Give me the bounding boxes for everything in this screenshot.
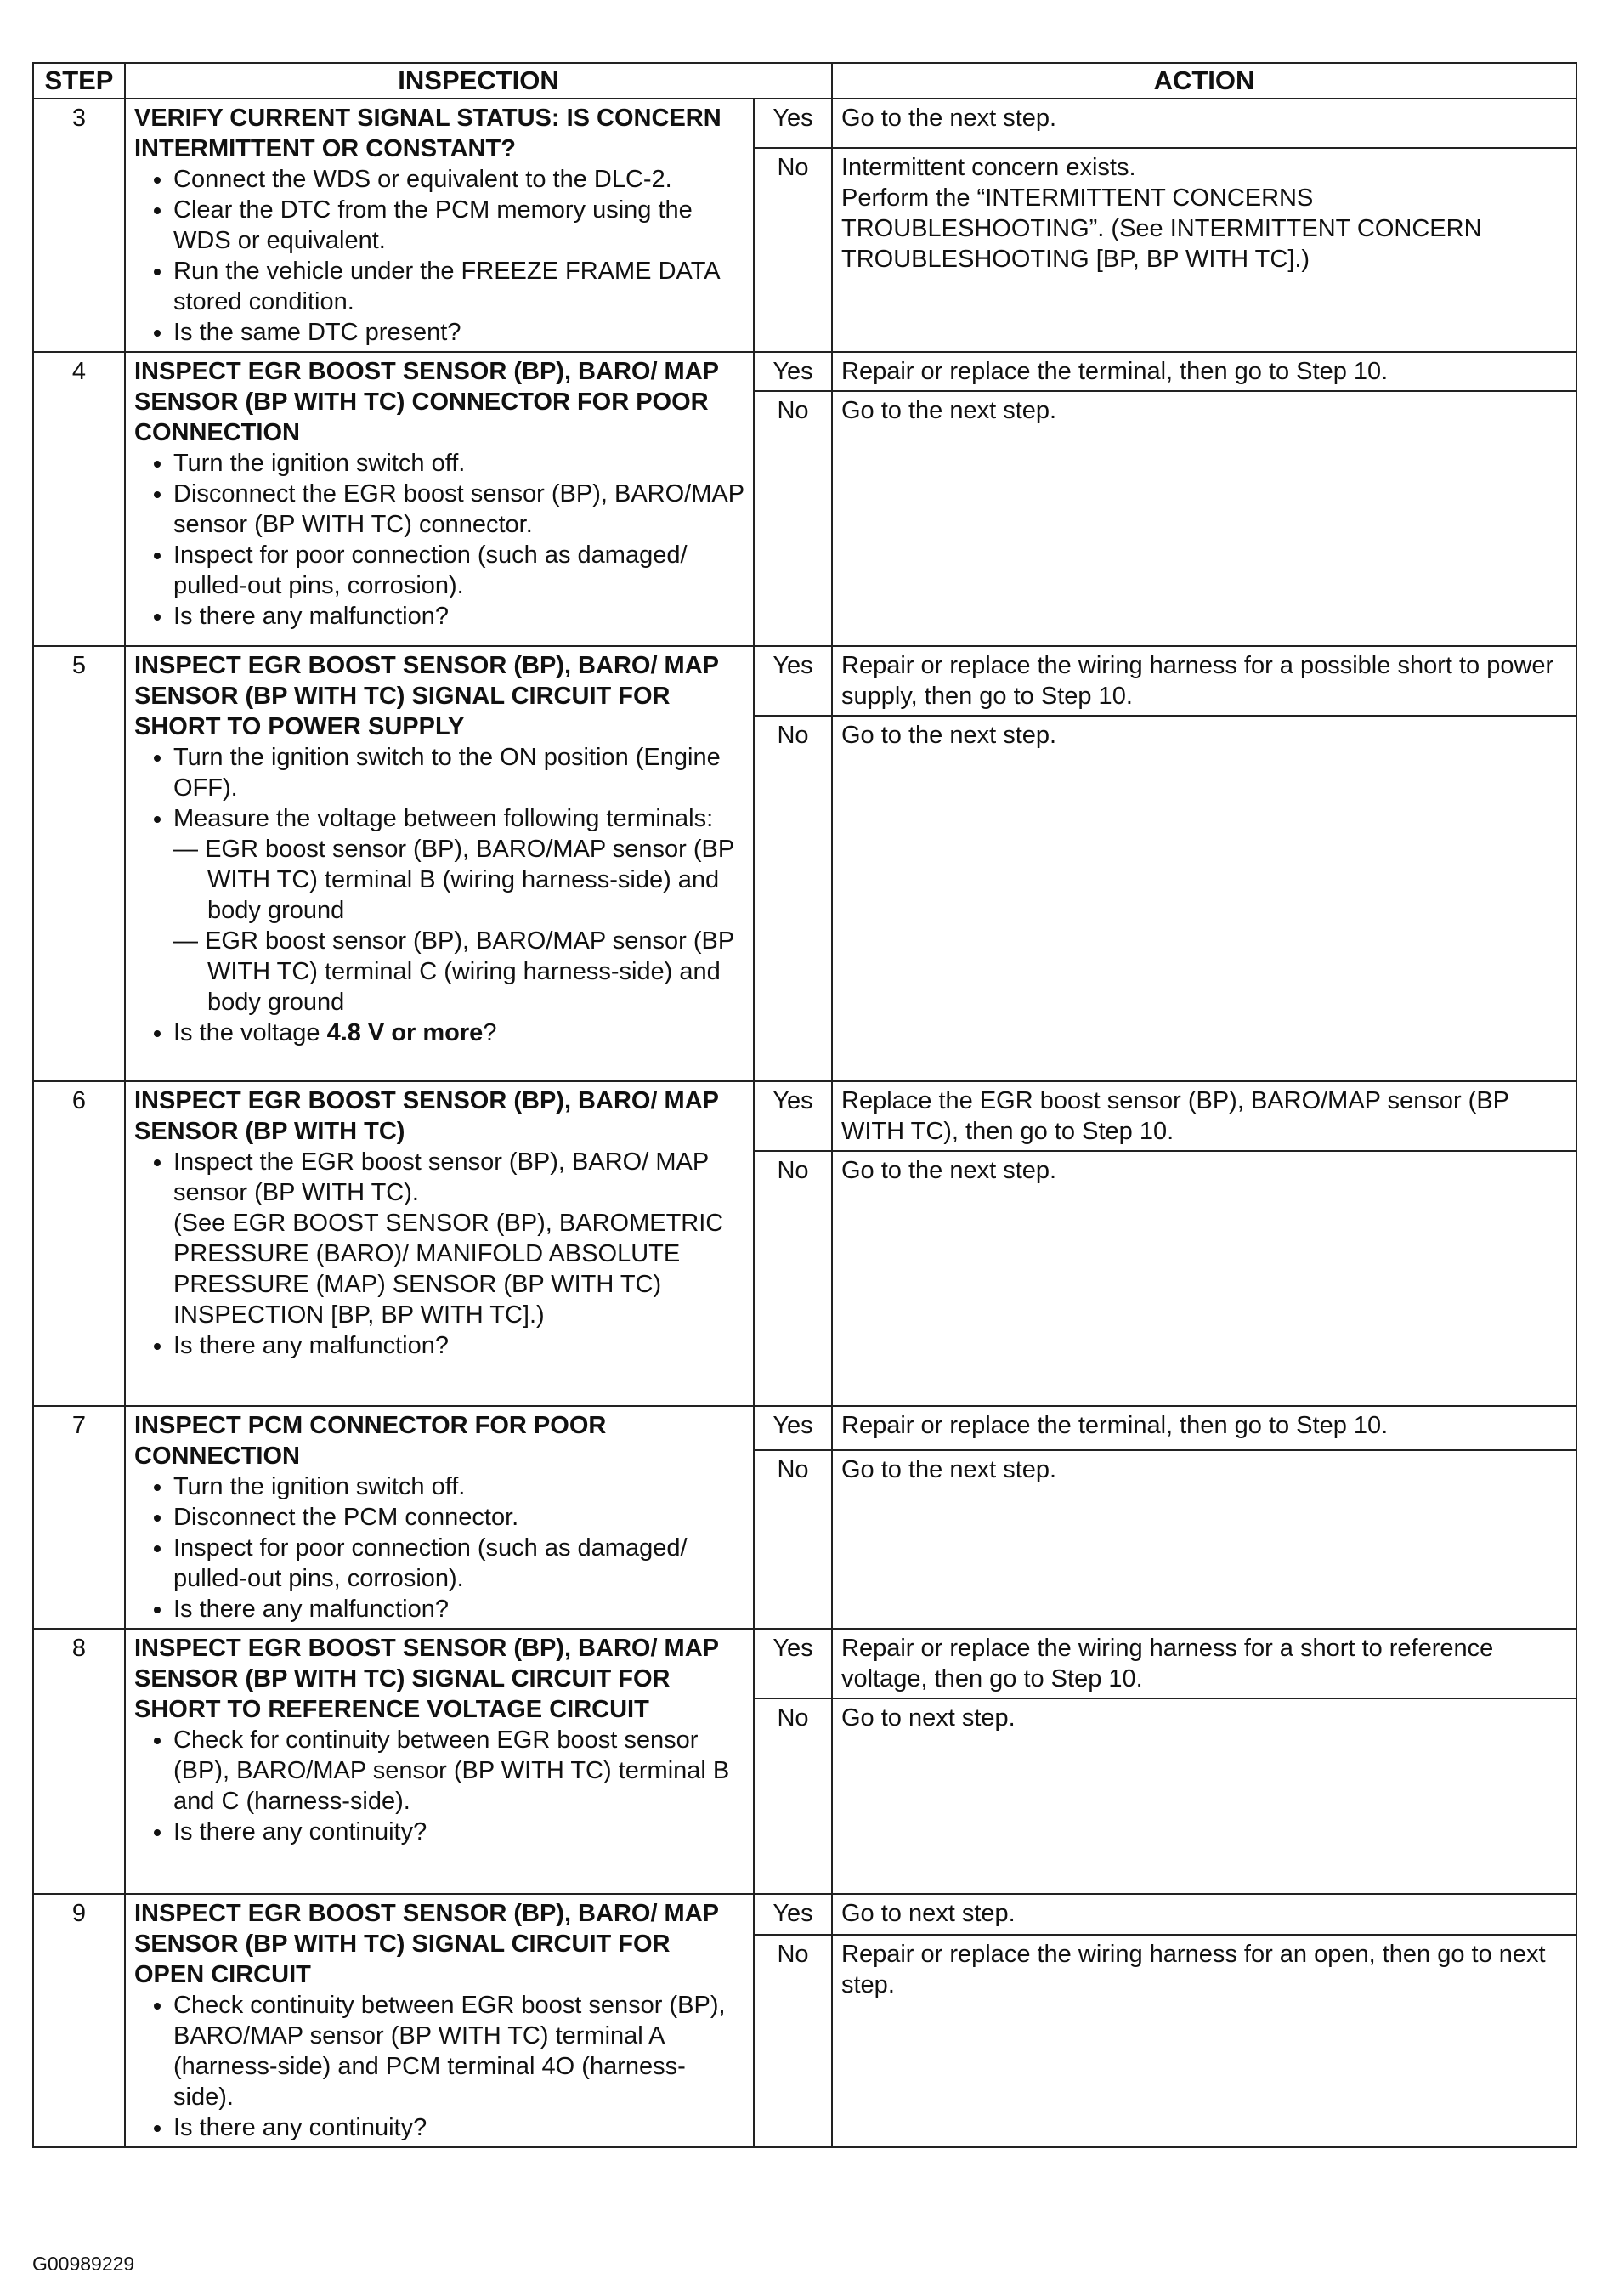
inspection-cell [125, 646, 754, 1081]
inspection-bullet-text: Measure the voltage between following terminals: [173, 805, 714, 832]
yes-label: Yes [754, 1894, 832, 1935]
inspection-bullet: • Check continuity between EGR boost sensor (BP), BARO/MAP sensor (BP WITH TC) terminal A (harness-side) and PCM terminal 4O (harness-side). [173, 1990, 744, 2112]
inspection-cell [125, 99, 754, 352]
yes-action: Repair or replace the terminal, then go to Step 10. [832, 1406, 1576, 1450]
inspection-bullet: • Is there any malfunction? [173, 1594, 744, 1624]
inspection-bullets [134, 164, 744, 348]
no-action: Go to the next step. [832, 1151, 1576, 1406]
diagnostic-procedure-sheet [32, 62, 1576, 2148]
inspection-bullet: • Clear the DTC from the PCM memory using the WDS or equivalent. [173, 195, 744, 256]
inspection-cell [125, 1894, 754, 2147]
step-row-7-yes [33, 1406, 1576, 1450]
inspection-bullet: • Is there any continuity? [173, 2112, 744, 2143]
inspection-bullet: • Is there any malfunction? [173, 601, 744, 632]
yes-label: Yes [754, 1081, 832, 1151]
voltage-question-suffix: ? [483, 1019, 497, 1046]
no-action: Go to the next step. [832, 1450, 1576, 1629]
inspection-bullet: • Disconnect the PCM connector. [173, 1502, 744, 1533]
step-number: 6 [33, 1081, 125, 1406]
inspection-bullets [134, 1147, 744, 1361]
header-action: ACTION [832, 63, 1576, 99]
inspection-bullets [134, 1990, 744, 2143]
yes-label: Yes [754, 1406, 832, 1450]
yes-action: Go to next step. [832, 1894, 1576, 1935]
step-row-3-yes [33, 99, 1576, 148]
no-action [832, 148, 1576, 352]
inspection-bullets [134, 448, 744, 632]
inspection-title: INSPECT EGR BOOST SENSOR (BP), BARO/ MAP SENSOR (BP WITH TC) SIGNAL CIRCUIT FOR OPEN CIRCUIT [134, 1900, 719, 1988]
yes-label: Yes [754, 646, 832, 716]
inspection-bullets [134, 1471, 744, 1624]
inspection-bullet: • Turn the ignition switch off. [173, 448, 744, 479]
no-label: No [754, 148, 832, 352]
table-header-row [33, 63, 1576, 99]
inspection-bullet: • Is the same DTC present? [173, 317, 744, 348]
yes-action: Repair or replace the terminal, then go to Step 10. [832, 352, 1576, 391]
inspection-bullet: • Inspect for poor connection (such as damaged/ pulled-out pins, corrosion). [173, 540, 744, 601]
inspection-bullet: • Run the vehicle under the FREEZE FRAME DATA stored condition. [173, 256, 744, 317]
step-row-8-yes [33, 1629, 1576, 1698]
inspection-cell [125, 1081, 754, 1406]
step-number: 4 [33, 352, 125, 646]
inspection-cell [125, 1629, 754, 1894]
no-label: No [754, 1935, 832, 2147]
voltage-threshold: 4.8 V or more [326, 1019, 484, 1046]
inspection-bullet: • Inspect for poor connection (such as damaged/ pulled-out pins, corrosion). [173, 1533, 744, 1594]
inspection-bullet-line: (See EGR BOOST SENSOR (BP), BAROMETRIC PRESSURE (BARO)/ MANIFOLD ABSOLUTE PRESSURE (MAP) SENSOR (BP WITH TC) INSPECTION [BP, BP WITH TC].) [173, 1210, 724, 1329]
no-label: No [754, 716, 832, 1081]
inspection-title: INSPECT EGR BOOST SENSOR (BP), BARO/ MAP SENSOR (BP WITH TC) CONNECTOR FOR POOR CONNECTION [134, 358, 719, 446]
inspection-bullet: • Is there any continuity? [173, 1817, 744, 1847]
yes-action: Go to the next step. [832, 99, 1576, 148]
yes-action: Repair or replace the wiring harness for a short to reference voltage, then go to Step 10. [832, 1629, 1576, 1698]
no-action: Go to the next step. [832, 391, 1576, 646]
no-action: Go to next step. [832, 1698, 1576, 1894]
step-number: 8 [33, 1629, 125, 1894]
no-label: No [754, 1151, 832, 1406]
no-label: No [754, 1450, 832, 1629]
header-inspection: INSPECTION [125, 63, 832, 99]
inspection-cell [125, 352, 754, 646]
yes-action: Repair or replace the wiring harness for a possible short to power supply, then go to Step 10. [832, 646, 1576, 716]
step-number: 3 [33, 99, 125, 352]
inspection-bullet: • Turn the ignition switch to the ON position (Engine OFF). [173, 742, 744, 803]
yes-label: Yes [754, 1629, 832, 1698]
header-step: STEP [33, 63, 125, 99]
no-label: No [754, 391, 832, 646]
yes-label: Yes [754, 352, 832, 391]
inspection-subitem: — EGR boost sensor (BP), BARO/MAP sensor (BP WITH TC) terminal C (wiring harness-side) and body ground [207, 926, 744, 1018]
inspection-title: INSPECT EGR BOOST SENSOR (BP), BARO/ MAP SENSOR (BP WITH TC) SIGNAL CIRCUIT FOR SHORT TO POWER SUPPLY [134, 652, 719, 740]
inspection-title: INSPECT EGR BOOST SENSOR (BP), BARO/ MAP SENSOR (BP WITH TC) SIGNAL CIRCUIT FOR SHORT TO REFERENCE VOLTAGE CIRCUIT [134, 1635, 719, 1723]
inspection-bullets [134, 742, 744, 1048]
inspection-bullets [134, 1725, 744, 1847]
no-action: Go to the next step. [832, 716, 1576, 1081]
step-number: 7 [33, 1406, 125, 1629]
diagnostic-table [32, 62, 1577, 2148]
voltage-question-prefix: Is the voltage [173, 1019, 327, 1046]
inspection-cell [125, 1406, 754, 1629]
inspection-bullet [173, 803, 744, 1018]
yes-label: Yes [754, 99, 832, 148]
inspection-title: INSPECT EGR BOOST SENSOR (BP), BARO/ MAP SENSOR (BP WITH TC) [134, 1087, 719, 1145]
no-label: No [754, 1698, 832, 1894]
step-number: 5 [33, 646, 125, 1081]
no-action: Repair or replace the wiring harness for an open, then go to next step. [832, 1935, 1576, 2147]
inspection-bullet: • Connect the WDS or equivalent to the DLC-2. [173, 164, 744, 195]
inspection-bullet: • Disconnect the EGR boost sensor (BP), BARO/MAP sensor (BP WITH TC) connector. [173, 479, 744, 540]
inspection-bullet [173, 1147, 744, 1330]
inspection-bullet: • Turn the ignition switch off. [173, 1471, 744, 1502]
figure-code: G00989229 [32, 2253, 135, 2275]
step-row-9-yes [33, 1894, 1576, 1935]
inspection-title: VERIFY CURRENT SIGNAL STATUS: IS CONCERN INTERMITTENT OR CONSTANT? [134, 105, 721, 162]
no-action-line: Intermittent concern exists. [841, 154, 1136, 181]
inspection-bullet-line: • Inspect the EGR boost sensor (BP), BARO/ MAP sensor (BP WITH TC). [173, 1148, 709, 1206]
no-action-line: Perform the “INTERMITTENT CONCERNS TROUBLESHOOTING”. (See INTERMITTENT CONCERN TROUBLESHOOTING [BP, BP WITH TC].) [841, 184, 1482, 273]
step-number: 9 [33, 1894, 125, 2147]
inspection-subitem: — EGR boost sensor (BP), BARO/MAP sensor (BP WITH TC) terminal B (wiring harness-side) and body ground [207, 834, 744, 926]
inspection-title: INSPECT PCM CONNECTOR FOR POOR CONNECTION [134, 1412, 607, 1470]
step-row-6-yes [33, 1081, 1576, 1151]
yes-action: Replace the EGR boost sensor (BP), BARO/MAP sensor (BP WITH TC), then go to Step 10. [832, 1081, 1576, 1151]
step-row-4-yes [33, 352, 1576, 391]
inspection-bullet: • Is there any malfunction? [173, 1330, 744, 1361]
inspection-bullet: • Check for continuity between EGR boost sensor (BP), BARO/MAP sensor (BP WITH TC) terminal B and C (harness-side). [173, 1725, 744, 1817]
inspection-bullet [173, 1018, 744, 1048]
inspection-subitems [173, 834, 744, 1018]
step-row-5-yes [33, 646, 1576, 716]
